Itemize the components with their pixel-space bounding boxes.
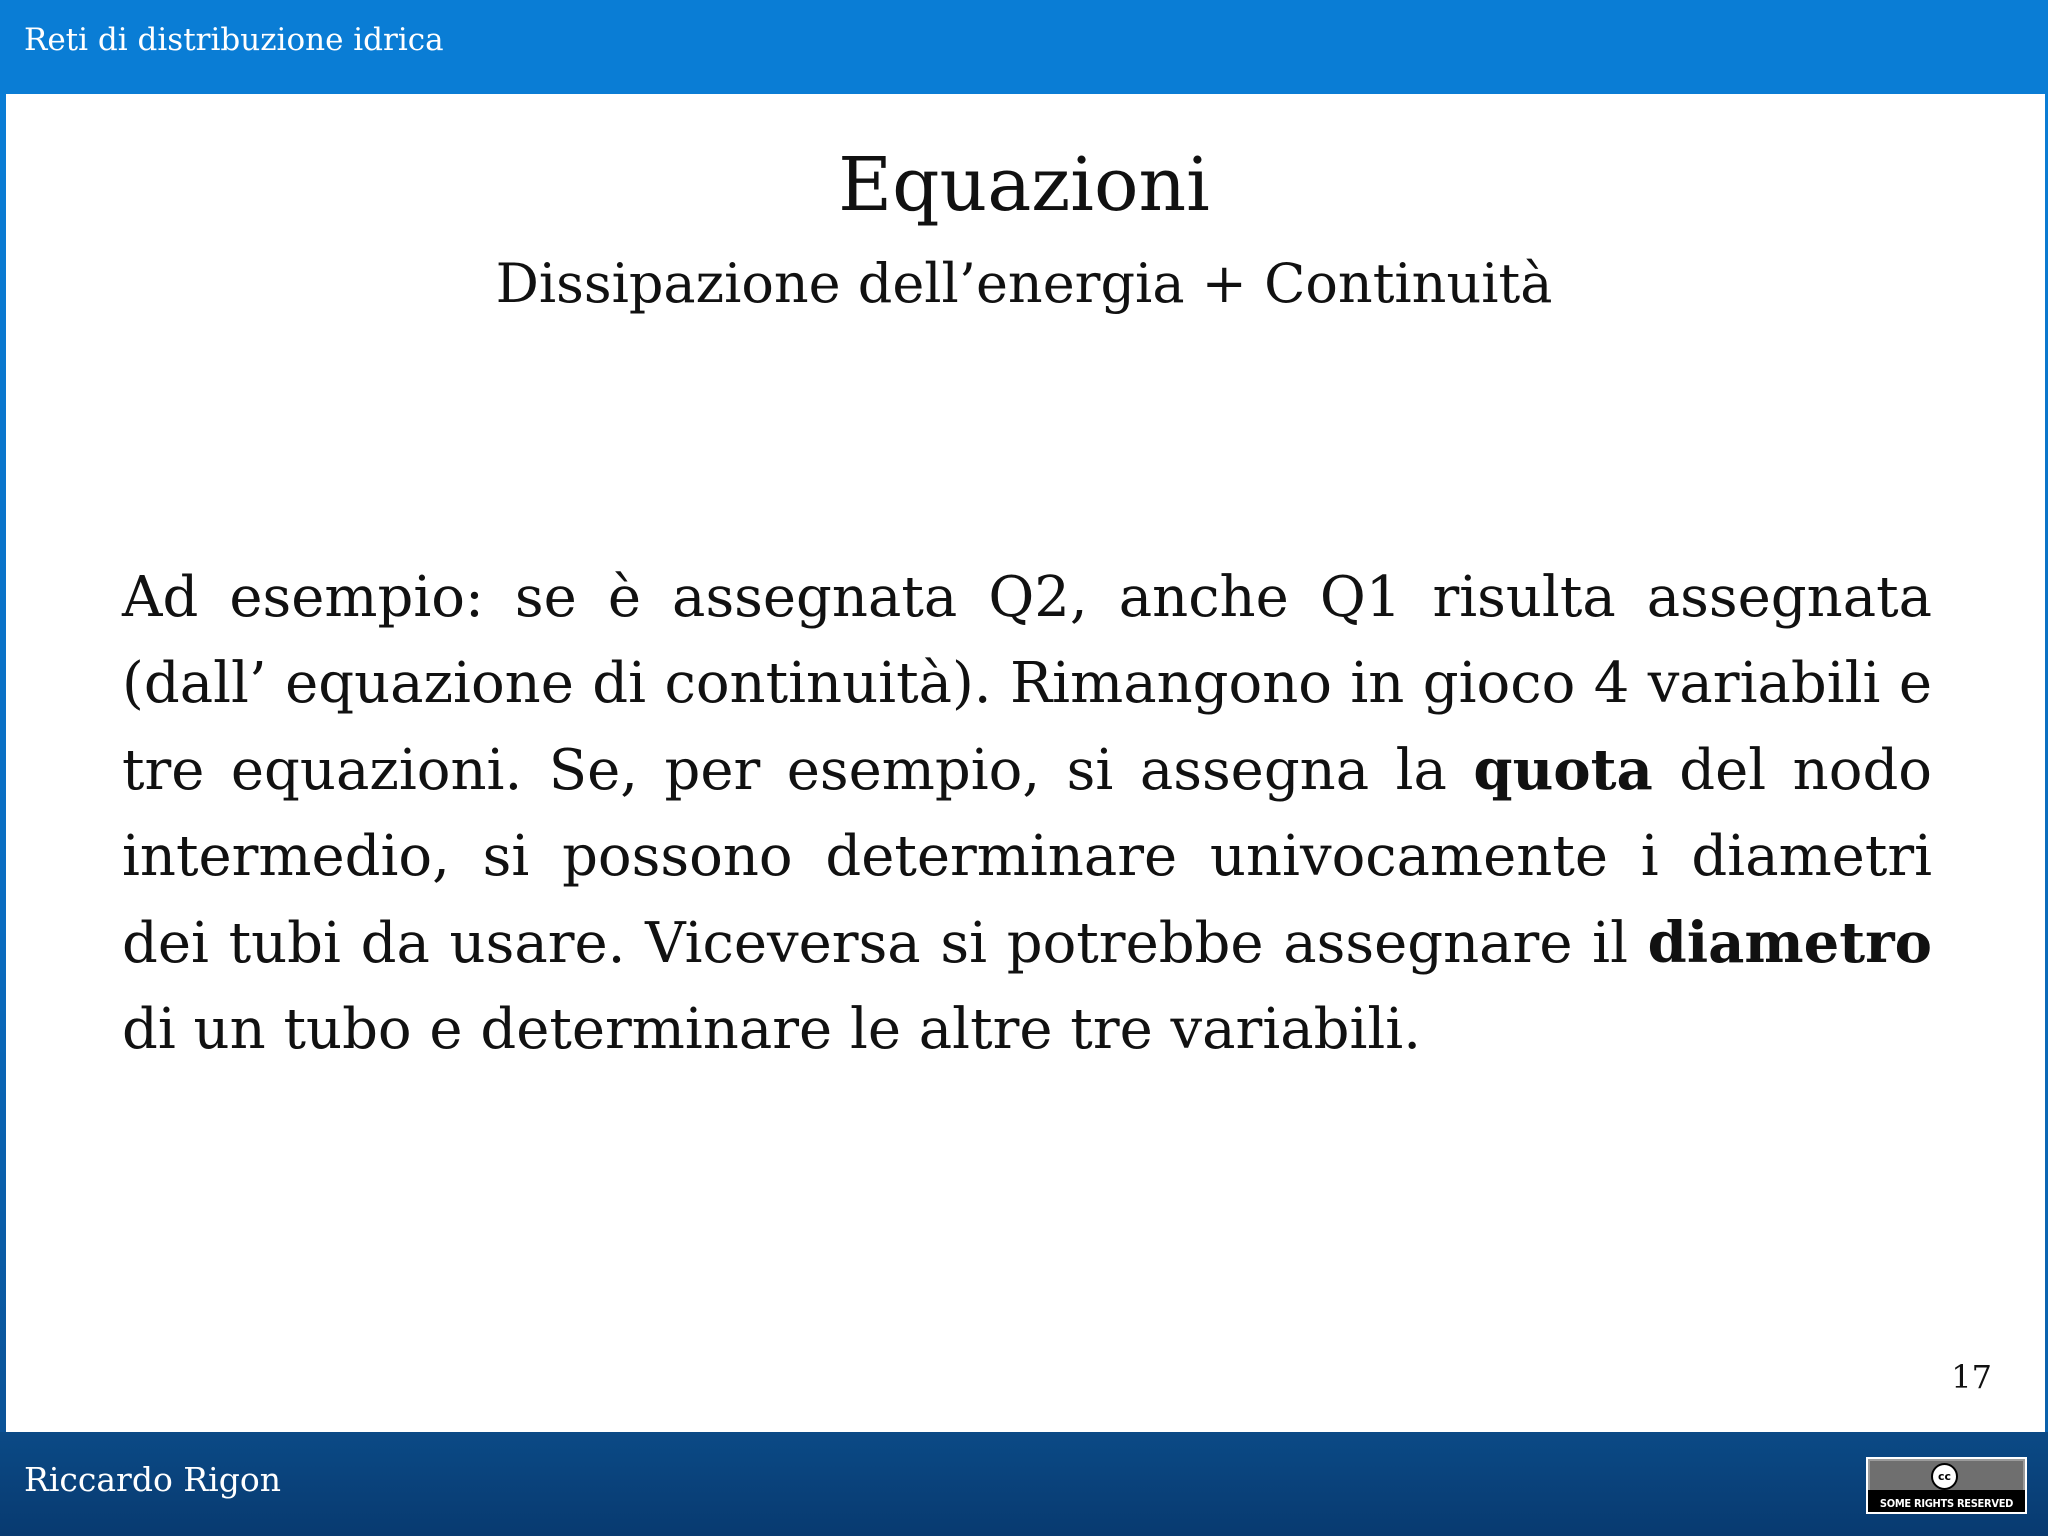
- author-name: Riccardo Rigon: [24, 1460, 281, 1499]
- course-title: Reti di distribuzione idrica: [24, 22, 444, 58]
- body-text-part-2: del nodo intermedio, si possono determinare univocamente i diametri dei tubi da usare. Viceversa si potrebbe assegnare il: [122, 738, 1933, 976]
- cc-logo-icon: cc: [1931, 1463, 1958, 1490]
- slide-title: Equazioni: [838, 142, 1210, 228]
- cc-badge-text: SOME RIGHTS RESERVED: [1879, 1497, 2014, 1510]
- body-bold-quota: quota: [1473, 737, 1653, 803]
- body-bold-diametro: diametro: [1647, 910, 1932, 976]
- body-text-part-3: di un tubo e determinare le altre tre variabili.: [122, 997, 1421, 1062]
- footer-bar: [0, 1432, 2048, 1536]
- slide-subtitle: Dissipazione dell’energia + Continuità: [495, 252, 1553, 315]
- slide-body-paragraph: [122, 555, 1932, 1073]
- body-text-part-1: Ad esempio: se è assegnata Q2, anche Q1 risulta assegnata (dall’ equazione di continuità). Rimangono in gioco 4 variabili e tre equazioni. Se, per esempio, si assegna la: [122, 565, 1932, 803]
- header-bar: [0, 0, 2048, 94]
- page-number: 17: [1951, 1358, 1992, 1396]
- creative-commons-badge[interactable]: [1866, 1457, 2027, 1514]
- left-frame-stripe: [0, 0, 6, 1536]
